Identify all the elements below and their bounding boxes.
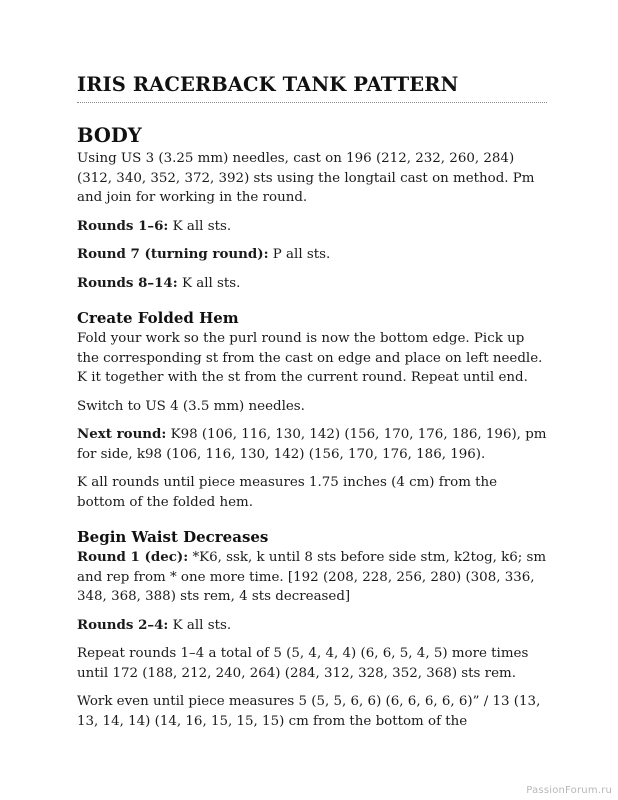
switch-needles-paragraph: Switch to US 4 (3.5 mm) needles. — [77, 398, 305, 414]
rounds-2-4-paragraph — [77, 616, 547, 636]
rounds-1-6-paragraph — [77, 217, 547, 237]
watermark: PassionForum.ru — [526, 785, 612, 796]
round-7-paragraph — [77, 245, 547, 265]
intro-paragraph: Using US 3 (3.25 mm) needles, cast on 196 (212, 232, 260, 284) (312, 340, 352, 372, 392) sts using the longtail cast on method. Pm and join for working in the round. — [77, 151, 535, 205]
title-divider — [77, 102, 547, 103]
rounds-8-14-text: K all sts. — [177, 275, 241, 291]
document-page — [77, 72, 547, 731]
hem-paragraph: Fold your work so the purl round is now the bottom edge. Pick up the corresponding st from the cast on edge and place on left needle. K it together with the st from the current round. Repeat until end. — [77, 331, 543, 385]
subheading-folded-hem: Create Folded Hem — [77, 309, 239, 327]
next-round-paragraph — [77, 425, 547, 464]
page-title: IRIS RACERBACK TANK PATTERN — [77, 73, 459, 96]
rounds-1-6-text: K all sts. — [168, 218, 232, 234]
next-round-label: Next round: — [77, 426, 167, 442]
rounds-2-4-label: Rounds 2–4: — [77, 616, 169, 633]
rounds-2-4-text: K all sts. — [168, 617, 232, 633]
section-heading-body: BODY — [77, 124, 142, 147]
work-even-paragraph: Work even until piece measures 5 (5, 5, 6, 6) (6, 6, 6, 6, 6)” / 13 (13, 13, 14, 14) (14, 16, 15, 15, 15) cm from the bottom of the — [77, 694, 541, 729]
next-round-text: K98 (106, 116, 130, 142) (156, 170, 176, 186, 196), pm for side, k98 (106, 116, 130, 142) (156, 170, 176, 186, 196). — [77, 427, 547, 462]
round-7-text: P all sts. — [268, 247, 331, 262]
round-1-dec-text: *K6, ssk, k until 8 sts before side stm, k2tog, k6; sm and rep from * one more time. [192 (208, 228, 256, 280) (308, 336, 348, 368, 388) sts rem, 4 sts decreased] — [77, 550, 547, 604]
rounds-1-6-label: Rounds 1–6: — [77, 217, 169, 234]
k-all-rounds-paragraph: K all rounds until piece measures 1.75 inches (4 cm) from the bottom of the folded hem. — [77, 475, 498, 510]
round-1-dec-paragraph — [77, 548, 547, 607]
rounds-8-14-paragraph — [77, 274, 547, 294]
round-1-dec-label: Round 1 (dec): — [77, 549, 189, 565]
round-7-label: Round 7 (turning round): — [77, 246, 269, 262]
rounds-8-14-label: Rounds 8–14: — [77, 274, 178, 291]
repeat-rounds-paragraph: Repeat rounds 1–4 a total of 5 (5, 4, 4, 4) (6, 6, 5, 4, 5) more times until 172 (188, 212, 240, 264) (284, 312, 328, 352, 368) sts rem. — [77, 646, 529, 681]
subheading-waist-decreases: Begin Waist Decreases — [77, 528, 269, 546]
